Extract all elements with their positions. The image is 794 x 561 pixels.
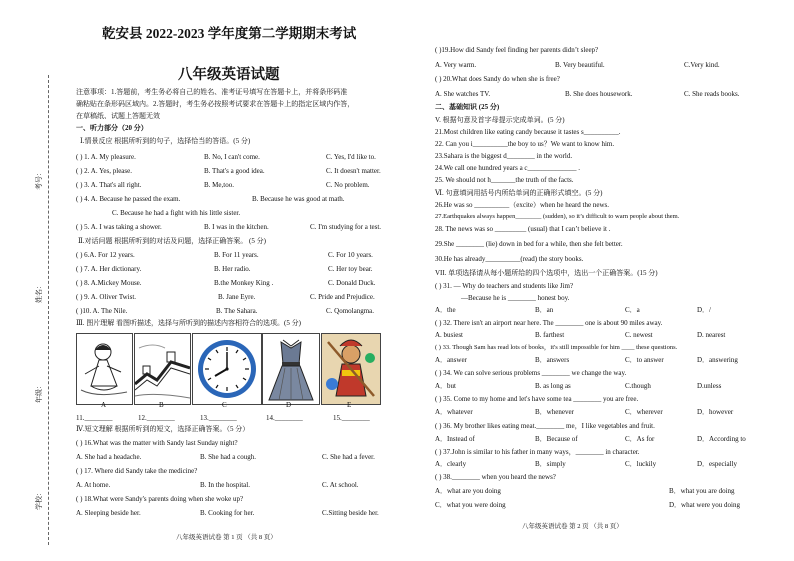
q34-a: A．but [435,382,456,390]
q7-b: B. Her radio. [214,265,251,273]
monkey-king-illustration [322,334,380,404]
answer-blank-15[interactable]: 15.________ [333,414,370,422]
form-29: 29.She ________ (lie) down in bed for a while, then she felt better. [435,240,623,248]
q32-a: A. busiest [435,331,463,339]
q38-b: B．what you are doing [669,487,735,495]
q18-a: A. Sleeping beside her. [76,509,141,517]
exam-title: 乾安县 2022-2023 学年度第二学期期末考试 [102,26,357,41]
notes-line-3: 在草稿纸、试题上答题无效 [76,112,160,120]
q34-stem: ( ) 34. We can solve serious problems ________ we change the way. [435,369,627,377]
q6-b: B. For 11 years. [214,251,259,259]
q6-a: ( ) 6.A. For 12 years. [76,251,135,259]
q3-c: C. No problem. [326,181,370,189]
q34-b: B. as long as [535,382,571,390]
q10-a: ( )10. A. The Nile. [76,307,128,315]
picture-b [134,333,191,405]
q35-d: D．however [697,408,734,416]
q31-c: C．a [625,306,640,314]
picture-a [76,333,133,405]
q8-c: C. Donald Duck. [328,279,376,287]
q31-d: D．/ [697,306,711,314]
q16-stem: ( ) 16.What was the matter with Sandy last Sunday night? [76,439,238,447]
q33-stem: ( ) 33. Though Sam has read lots of books，it's still impossible for him ____ these questions. [435,344,678,351]
picture-letter-a: A [101,401,107,409]
part-7-heading: VII. 单项选择请从每小题所给的四个选项中，选出一个正确答案。(15 分) [435,269,658,277]
q16-a: A. She had a headache. [76,453,142,461]
form-28: 28. The news was so _________ (usual) that I can’t believe it . [435,225,611,233]
q33-a: A．answer [435,356,467,364]
q18-c: C.Sitting beside her. [322,509,379,517]
part-4-heading: Ⅳ.短文理解 根据所听到的短文，选择正确答案。（5 分） [76,425,250,433]
exam-page-2 [397,0,794,561]
q33-c: C．to answer [625,356,664,364]
q4-c: C. Because he had a fight with his little sister. [112,209,241,217]
q2-b: B. That's a good idea. [204,167,265,175]
picture-letter-b: B [159,401,164,409]
q36-stem: ( ) 36. My brother likes eating meat.________ me，I like vegetables and fruit. [435,422,655,430]
part-5-heading: V. 根据句意及首字母提示完成单词。(5 分) [435,116,565,124]
q20-a: A. She watches TV. [435,90,491,98]
q6-c: C. For 10 years. [328,251,373,259]
q38-d: D．what were you doing [669,501,740,509]
q7-a: ( ) 7. A. Her dictionary. [76,265,142,273]
page-footer-2: 八年级英语试卷 第 2 页 （共 8 页） [522,523,623,530]
grade-label: 年级： [35,382,43,403]
picture-d [262,333,320,405]
q1-c: C. Yes, I'd like to. [326,153,376,161]
fill-22: 22. Can you i__________the boy to us？We want to know him. [435,140,615,148]
q36-b: B．Because of [535,435,578,443]
q19-c: C.Very kind. [684,61,720,69]
q32-stem: ( ) 32. There isn't an airport near here. The ________ one is about 90 miles away. [435,319,663,327]
q37-b: B．simply [535,460,566,468]
answer-blank-13[interactable]: 13.________ [200,414,237,422]
school-label: 学校： [35,489,43,510]
q17-c: C. At school. [322,481,359,489]
form-27: 27.Earthquakes always happen________ (sudden), so it’s difficult to warn people about them. [435,213,680,220]
q5-b: B. I was in the kitchen. [204,223,269,231]
q35-b: B．whenever [535,408,574,416]
q31-stem-2: —Because he is ________ honest boy. [461,294,570,302]
notes-line-1: 注意事项：1.答题前，考生务必将自己的姓名、准考证号填写在答题卡上，并将条形码准 [76,88,348,96]
q18-b: B. Cooking for her. [200,509,255,517]
q8-a: ( ) 8. A.Mickey Mouse. [76,279,142,287]
q19-stem: ( )19.How did Sandy feel finding her parents didn’t sleep? [435,46,599,54]
binding-line [48,75,49,545]
q18-stem: ( ) 18.What were Sandy's parents doing when she woke up? [76,495,244,503]
q36-d: D．According to [697,435,746,443]
q34-d: D.unless [697,382,722,390]
q38-c: C．what you were doing [435,501,506,509]
q35-c: C．wherever [625,408,663,416]
fill-25: 25. We should not h_______the truth of the facts. [435,176,574,184]
q37-stem: ( ) 37.John is similar to his father in many ways，________ in character. [435,448,640,456]
q32-c: C. newest [625,331,653,339]
section-listening: 一、听力部分（20 分） [76,124,148,132]
q31-a: A．the [435,306,456,314]
q17-b: B. In the hospital. [200,481,250,489]
fill-23: 23.Sahara is the biggest d________ in the world. [435,152,573,160]
q17-a: A. At home. [76,481,111,489]
q32-d: D. nearest [697,331,726,339]
picture-letter-e: E [347,401,352,409]
section-basics: 二、基础知识 (25 分) [435,103,500,111]
q38-a: A．what are you doing [435,487,501,495]
picture-c [192,333,262,405]
q38-stem: ( ) 38.________ when you heard the news? [435,473,556,481]
picture-e [321,333,381,405]
notes-line-2: 确粘贴在条形码区域内。2.答题时，考生务必按照考试要求在答题卡上的指定区域内作答， [76,100,355,108]
q4-b: B. Because he was good at math. [252,195,345,203]
q2-c: C. It doesn't matter. [326,167,381,175]
q1-a: ( ) 1. A. My pleasure. [76,153,136,161]
q2-a: ( ) 2. A. Yes, please. [76,167,132,175]
q20-b: B. She does housework. [565,90,633,98]
q16-c: C. She had a fever. [322,453,375,461]
q9-b: B. Jane Eyre. [218,293,256,301]
q3-b: B. Me,too. [204,181,234,189]
q31-stem: ( ) 31. — Why do teachers and students like Jim? [435,282,574,290]
form-30: 30.He has already__________(read) the story books. [435,255,584,263]
q37-d: D．especially [697,460,738,468]
q36-a: A．Instead of [435,435,475,443]
q7-c: C. Her toy bear. [328,265,373,273]
q19-a: A. Very warm. [435,61,477,69]
name-label: 姓名： [35,282,43,303]
q35-a: A．whatever [435,408,473,416]
q35-stem: ( ) 35. Come to my home and let's have some tea ________ you are free. [435,395,639,403]
q8-b: B.the Monkey King . [214,279,274,287]
page-footer-1: 八年级英语试卷 第 1 页 （共 8 页） [176,534,277,541]
part-6-heading: Ⅵ. 句意填词用括号内所给单词的正确形式填空。(5 分) [435,189,603,197]
q10-b: B. The Sahara. [216,307,258,315]
q19-b: B. Very beautiful. [555,61,605,69]
exam-number-label: 考号： [35,169,43,190]
q5-c: C. I'm studying for a test. [310,223,382,231]
picture-letter-d: D [286,401,292,409]
q9-a: ( ) 9. A. Oliver Twist. [76,293,137,301]
q20-stem: ( ) 20.What does Sandy do when she is free? [435,75,560,83]
girl-illustration [77,334,132,404]
q34-c: C.though [625,382,651,390]
part-2-heading: Ⅱ.对话问题 根据所听到的对话及问题，选择正确答案。 (5 分) [78,237,266,245]
q36-c: C．As for [625,435,655,443]
q17-stem: ( ) 17. Where did Sandy take the medicine? [76,467,198,475]
fill-24: 24.We call one hundred years a c______________ . [435,164,581,172]
q33-d: D．answering [697,356,738,364]
part-3-heading: Ⅲ. 图片理解 看图听描述，选择与所听到的描述内容相符合的选项。(5 分) [76,319,301,327]
exam-subtitle: 八年级英语试题 [178,67,280,83]
fill-21: 21.Most children like eating candy because it tastes s__________. [435,128,621,136]
part-1-heading: Ⅰ.情景反应 根据所听到的句子，选择恰当的答语。(5 分) [80,137,251,145]
q1-b: B. No, I can't come. [204,153,260,161]
answer-blank-12[interactable]: 12.________ [138,414,175,422]
clock-illustration [193,334,261,404]
q9-c: C. Pride and Prejudice. [310,293,375,301]
q10-c: C. Qomolangma. [326,307,375,315]
great-wall-illustration [135,334,190,404]
q5-a: ( ) 5. A. I was taking a shower. [76,223,162,231]
q3-a: ( ) 3. A. That's all right. [76,181,142,189]
q16-b: B. She had a cough. [200,453,256,461]
q20-c: C. She reads books. [684,90,740,98]
q33-b: B．answers [535,356,570,364]
q32-b: B. farthest [535,331,565,339]
q31-b: B．an [535,306,554,314]
dress-illustration [263,334,319,404]
q37-c: C．luckily [625,460,657,468]
answer-blank-11[interactable]: 11.________ [76,414,113,422]
q37-a: A．clearly [435,460,467,468]
answer-blank-14[interactable]: 14.________ [266,414,303,422]
picture-letter-c: C [222,401,227,409]
form-26: 26.He was so __________（excite）when he heard the news. [435,201,609,209]
q4-a: ( ) 4. A. Because he passed the exam. [76,195,181,203]
